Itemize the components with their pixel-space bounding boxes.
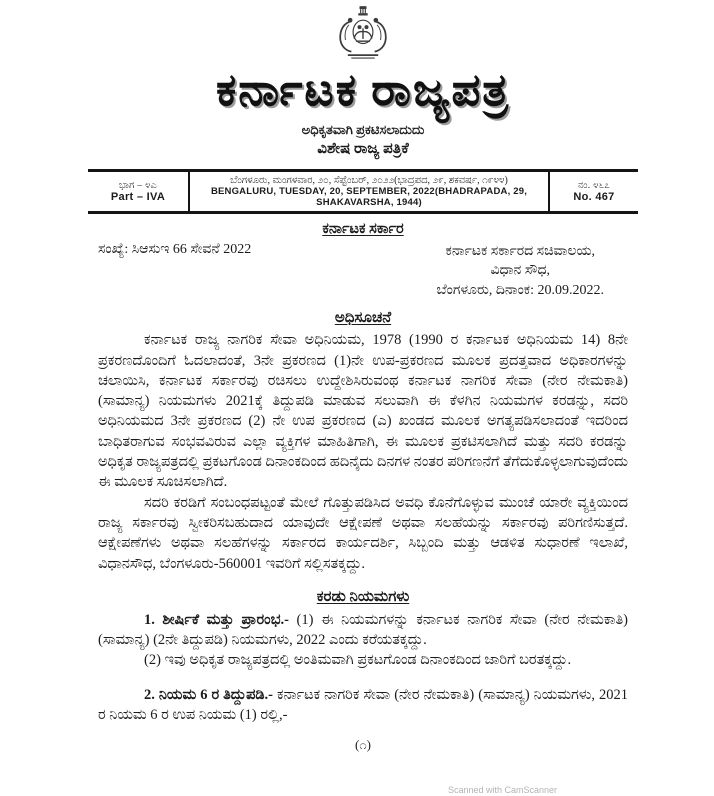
rule-2-body: ಕರ್ನಾಟಕ ನಾಗರಿಕ ಸೇವಾ (ನೇರ ನೇಮಕಾತಿ) (ಸಾಮಾನ್ಯ) ನಿಯಮಗಳು, 2021 ರ ನಿಯಮ 6 ರ ಉಪ ನಿಯಮ (1) ರಲ್ಲಿ,- [98, 686, 628, 724]
gazette-subtitle-special: ವಿಶೇಷ ರಾಜ್ಯ ಪತ್ರಿಕೆ [317, 140, 409, 157]
camscanner-watermark: Scanned with CamScanner [448, 785, 558, 795]
address-line-3: ಬೆಂಗಳೂರು, ದಿನಾಂಕ: 20.09.2022. [436, 282, 604, 298]
rule-2-paragraph [98, 685, 628, 726]
draft-rules-heading: ಕರಡು ನಿಯಮಗಳು [316, 588, 410, 605]
emblem-container [98, 0, 628, 66]
rule-1-clause-2: (2) ಇವು ಅಧಿಕೃತ ರಾಜ್ಯಪತ್ರದಲ್ಲಿ ಅಂತಿಮವಾಗಿ ಪ್ರಕಟಗೊಂಡ ದಿನಾಂಕದಿಂದ ಜಾರಿಗೆ ಬರತಕ್ಕದ್ದು. [144, 652, 572, 669]
gazette-title: ಕರ್ನಾಟಕ ರಾಜ್ಯಪತ್ರ [215, 65, 511, 115]
reference-number: ಸಂಖ್ಯೆ: ಸಿಆಸುಇ 66 ಸೇವನೆ 2022 [98, 241, 252, 257]
issue-date-english: BENGALURU, TUESDAY, 20, SEPTEMBER, 2022(BHADRAPADA, 29, SHAKAVARSHA, 1944) [210, 185, 528, 208]
notification-paragraph-2: ಸದರಿ ಕರಡಿಗೆ ಸಂಬಂಧಪಟ್ಟಂತೆ ಮೇಲೆ ಗೊತ್ತುಪಡಿಸಿದ ಅವಧಿ ಕೊನೆಗೊಳ್ಳುವ ಮುಂಚೆ ಯಾರೇ ವ್ಯಕ್ತಿಯಿಂದ ರಾಜ್ಯ ಸರ್ಕಾರವು ಸ್ವೀಕರಿಸಬಹುದಾದ ಯಾವುದೇ ಆಕ್ಷೇಪಣೆ ಅಥವಾ ಸಲಹೆಯನ್ನು ಸರ್ಕಾರವು ಪರಿಗಣಿಸುತ್ತದೆ. ಆಕ್ಷೇಪಣೆಗಳು ಅಥವಾ ಸಲಹೆಗಳನ್ನು ಸರ್ಕಾರದ ಕಾರ್ಯದರ್ಶಿ, ಸಿಬ್ಬಂದಿ ಮತ್ತು ಆಡಳಿತ ಸುಧಾರಣೆ ಇಲಾಖೆ, ವಿಧಾನಸೌಧ, ಬೆಂಗಳೂರು-560001 ಇವರಿಗೆ ಸಲ್ಲಿಸತಕ್ಕದ್ದು. [98, 494, 628, 572]
issue-date-cell [190, 172, 548, 211]
page-number: (೧) [355, 737, 371, 753]
rule-1-body: (1) ಈ ನಿಯಮಗಳನ್ನು ಕರ್ನಾಟಕ ನಾಗರಿಕ ಸೇವಾ (ನೇರ ನೇಮಕಾತಿ) (ಸಾಮಾನ್ಯ) (2ನೇ ತಿದ್ದುಪಡಿ) ನಿಯಮಗಳು, 2022 ಎಂದು ಕರೆಯತಕ್ಕದ್ದು. [98, 611, 629, 649]
notification-paragraph-1: ಕರ್ನಾಟಕ ರಾಜ್ಯ ನಾಗರಿಕ ಸೇವಾ ಅಧಿನಿಯಮ, 1978 (1990 ರ ಕರ್ನಾಟಕ ಅಧಿನಿಯಮ 14) 8ನೇ ಪ್ರಕರಣದೊಂದಿಗೆ ಓದಲಾದಂತೆ, 3ನೇ ಪ್ರಕರಣದ (1)ನೇ ಉಪ-ಪ್ರಕರಣದ ಮೂಲಕ ಪ್ರದತ್ತವಾದ ಅಧಿಕಾರಗಳನ್ನು ಚಲಾಯಿಸಿ, ಕರ್ನಾಟಕ ಸರ್ಕಾರವು ರಚಿಸಲು ಉದ್ದೇಶಿಸಿರುವಂಥ ಕರ್ನಾಟಕ ನಾಗರಿಕ ಸೇವಾ (ನೇರ ನೇಮಕಾತಿ) (ಸಾಮಾನ್ಯ) ನಿಯಮಗಳು 2021ಕ್ಕೆ ತಿದ್ದುಪಡಿ ಮಾಡುವ ಸಲುವಾಗಿ ಈ ಕೆಳಗಿನ ನಿಯಮಗಳ ಕರಡನ್ನು, ಸದರಿ ಅಧಿನಿಯಮದ 3ನೇ ಪ್ರಕರಣದ (2) ನೇ ಉಪ ಪ್ರಕರಣದ (ಎ) ಖಂಡದ ಮೂಲಕ ಅಗತ್ಯಪಡಿಸಲಾದಂತೆ ಇದರಿಂದ ಬಾಧಿತರಾಗುವ ಸಂಭವವಿರುವ ಎಲ್ಲಾ ವ್ಯಕ್ತಿಗಳ ಮಾಹಿತಿಗಾಗಿ, ಈ ಮೂಲಕ ಪ್ರಕಟಿಸಲಾಗಿದೆ ಮತ್ತು ಸದರಿ ಕರಡನ್ನು ಅಧಿಕೃತ ರಾಜ್ಯಪತ್ರದಲ್ಲಿ ಪ್ರಕಟಗೊಂಡ ದಿನಾಂಕದಿಂದ ಹದಿನೈದು ದಿನಗಳ ನಂತರ ಪರಿಗಣನೆಗೆ ತೆಗೆದುಕೊಳ್ಳಲಾಗುವುದೆಂದು ಈ ಮೂಲಕ ಸೂಚಿಸಲಾಗಿದೆ. [98, 332, 628, 491]
rule-1-paragraph [98, 610, 628, 651]
gazette-subtitle-official: ಅಧಿಕೃತವಾಗಿ ಪ್ರಕಟಿಸಲಾದುದು [301, 121, 425, 137]
government-heading: ಕರ್ನಾಟಕ ಸರ್ಕಾರ [322, 220, 404, 237]
reference-row [98, 242, 628, 301]
rule-2-title: 2. ನಿಯಮ 6 ರ ತಿದ್ದುಪಡಿ.- [144, 686, 273, 703]
issue-part-cell [88, 172, 190, 211]
issue-number-kannada: ನಂ. ೪೬೭ [577, 180, 610, 191]
secretariat-address [437, 242, 604, 301]
karnataka-state-emblem-icon [328, 5, 398, 61]
issue-info-bar [88, 169, 638, 214]
issue-date-kannada: ಬೆಂಗಳೂರು, ಮಂಗಳವಾರ, ೨೦, ಸೆಪ್ಟೆಂಬರ್, ೨೦೨೨(ಭಾದ್ರಪದ, ೨೯, ಶಕವರ್ಷ, ೧೯೪೪) [230, 174, 508, 186]
issue-part-kannada: ಭಾಗ – ೪ಎ [118, 180, 157, 191]
rule-1-title: 1. ಶೀರ್ಷಿಕೆ ಮತ್ತು ಪ್ರಾರಂಭ.- [144, 611, 289, 628]
issue-number-english: No. 467 [573, 190, 615, 203]
address-line-1: ಕರ್ನಾಟಕ ಸರ್ಕಾರದ ಸಚಿವಾಲಯ, [445, 243, 595, 259]
notification-heading: ಅಧಿಸೂಚನೆ [334, 310, 392, 327]
issue-part-english: Part – IVA [110, 190, 166, 203]
address-line-2: ವಿಧಾನ ಸೌಧ, [490, 263, 551, 279]
issue-number-cell [548, 172, 638, 211]
